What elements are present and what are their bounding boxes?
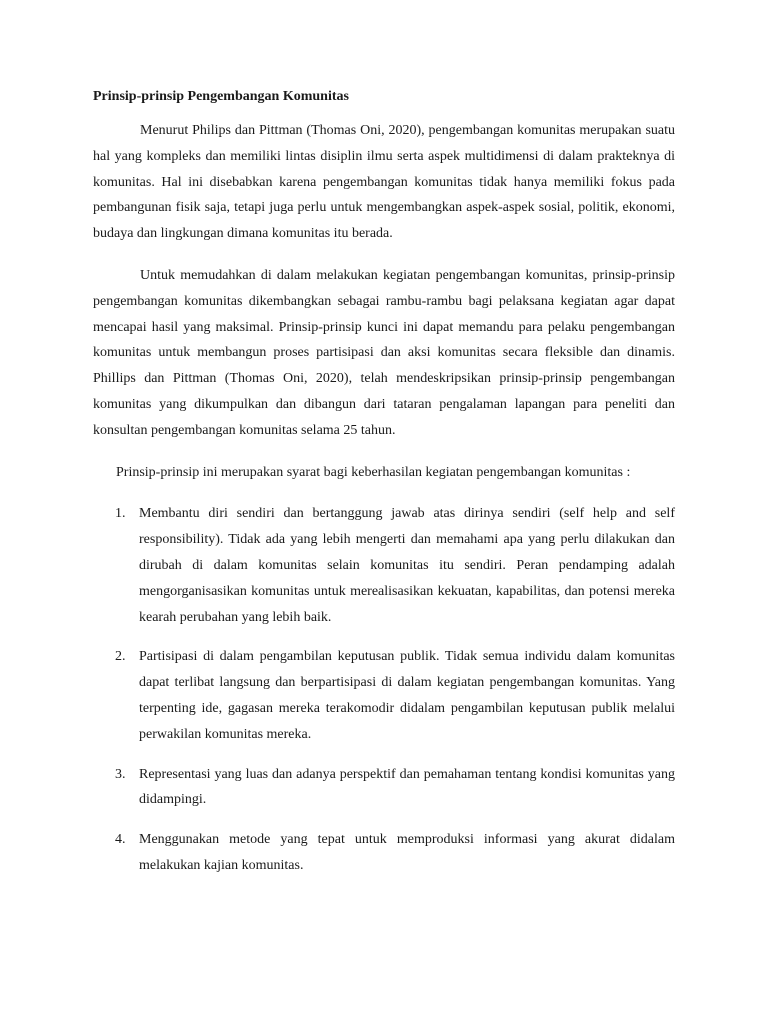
- list-item-text: Partisipasi di dalam pengambilan keputusan publik. Tidak semua individu dalam komunitas dapat terlibat langsung dan berpartisipasi di dalam kegiatan pengembangan komunitas. Yang terpenting ide, gagasan mereka terakomodir didalam pengambilan keputusan publik melalui perwakilan komunitas mereka.: [139, 649, 675, 742]
- list-item-number: 3.: [115, 766, 126, 782]
- document-title: Prinsip-prinsip Pengembangan Komunitas: [93, 89, 349, 104]
- list-item-text: Menggunakan metode yang tepat untuk memproduksi informasi yang akurat didalam melakukan kajian komunitas.: [139, 832, 675, 873]
- paragraph-list-intro: Prinsip-prinsip ini merupakan syarat bagi keberhasilan kegiatan pengembangan komunitas :: [116, 464, 631, 480]
- list-item-text: Representasi yang luas dan adanya perspektif dan pemahaman tentang kondisi komunitas yang didampingi.: [139, 766, 675, 808]
- list-item: [93, 501, 675, 630]
- principles-list: [93, 501, 675, 878]
- paragraph-principles-purpose: Untuk memudahkan di dalam melakukan kegiatan pengembangan komunitas, prinsip-prinsip pengembangan komunitas dikembangkan sebagai rambu-rambu bagi pelaksana kegiatan agar dapat mencapai hasil yang maksimal. Prinsip-prinsip kunci ini dapat memandu para pelaku pengembangan komunitas untuk membangun proses partisipasi dan aksi komunitas secara fleksible dan dinamis. Phillips dan Pittman (Thomas Oni, 2020), telah mendeskripsikan prinsip-prinsip pengembangan komunitas yang dikumpulkan dan dibangun dari tataran pengalaman lapangan para peneliti dan konsultan pengembangan komunitas selama 25 tahun.: [93, 267, 675, 438]
- paragraph-intro: Menurut Philips dan Pittman (Thomas Oni, 2020), pengembangan komunitas merupakan suatu hal yang kompleks dan memiliki lintas disiplin ilmu serta aspek multidimensi di dalam prakteknya di komunitas. Hal ini disebabkan karena pengembangan komunitas tidak hanya memiliki fokus pada pembangunan fisik saja, tetapi juga perlu untuk mengembangkan aspek-aspek sosial, politik, ekonomi, budaya dan lingkungan dimana komunitas itu berada.: [93, 123, 675, 242]
- list-item-number: 4.: [115, 832, 126, 848]
- list-item: [93, 644, 675, 747]
- list-item: [93, 762, 675, 814]
- list-item-number: 1.: [115, 506, 126, 522]
- list-item: [93, 827, 675, 879]
- list-item-text: Membantu diri sendiri dan bertanggung jawab atas dirinya sendiri (self help and self responsibility). Tidak ada yang lebih mengerti dan memahami apa yang perlu dilakukan dan dirubah di dalam komunitas selain komunitas itu sendiri. Peran pendamping adalah mengorganisasikan komunitas untuk merealisasikan kekuatan, kapabilitas, dan potensi mereka kearah perubahan yang lebih baik.: [139, 506, 675, 625]
- list-item-number: 2.: [115, 649, 126, 665]
